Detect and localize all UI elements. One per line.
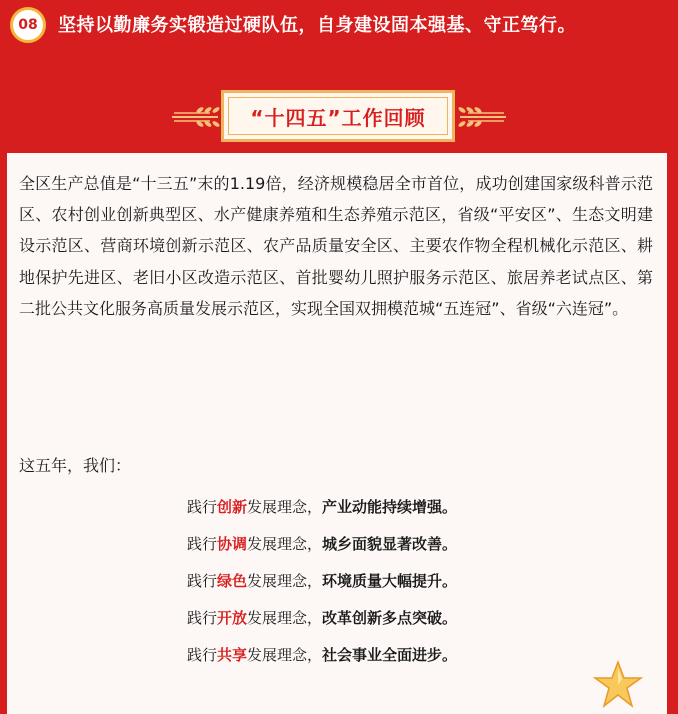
- section-number-badge: [10, 7, 46, 43]
- section-title-box: [221, 90, 455, 142]
- list-item: 践行绿色发展理念，环境质量大幅提升。: [187, 572, 458, 590]
- summary-paragraph: 全区生产总值是“十三五”末的1.19倍，经济规模稳居全市首位，成功创建国家级科普示范区、农村创业创新典型区、水产健康养殖和生态养殖示范区，省级“平安区”、生态文明建设示范区、营商环境创新示范区、农产品质量安全区、主要农作物全程机械化示范区、耕地保护先进区、老旧小区改造示范区、首批婴幼儿照护服务示范区、旅居养老试点区、第二批公共文化服务高质量发展示范区，实现全国双拥模范城“五连冠”、省级“六连冠”。: [19, 174, 653, 318]
- practice-list: [187, 489, 457, 674]
- list-item: 践行开放发展理念，改革创新多点突破。: [187, 609, 458, 627]
- section-title: “十四五”工作回顾: [250, 105, 426, 130]
- header-bar: [0, 0, 678, 50]
- header-title: 坚持以勤廉务实锻造过硬队伍，自身建设固本强基、守正笃行。: [58, 15, 576, 36]
- list-item: 践行协调发展理念，城乡面貌显著改善。: [187, 535, 458, 553]
- intro-text: 这五年，我们：: [19, 456, 132, 475]
- content-panel: [7, 153, 667, 714]
- wheat-ornament-right-icon: [458, 102, 508, 132]
- gold-star-icon: [593, 660, 643, 710]
- section-number: 08: [18, 17, 38, 33]
- list-item: 践行创新发展理念，产业动能持续增强。: [187, 498, 458, 516]
- wheat-ornament-left-icon: [170, 102, 220, 132]
- list-item: 践行共享发展理念，社会事业全面进步。: [187, 646, 458, 664]
